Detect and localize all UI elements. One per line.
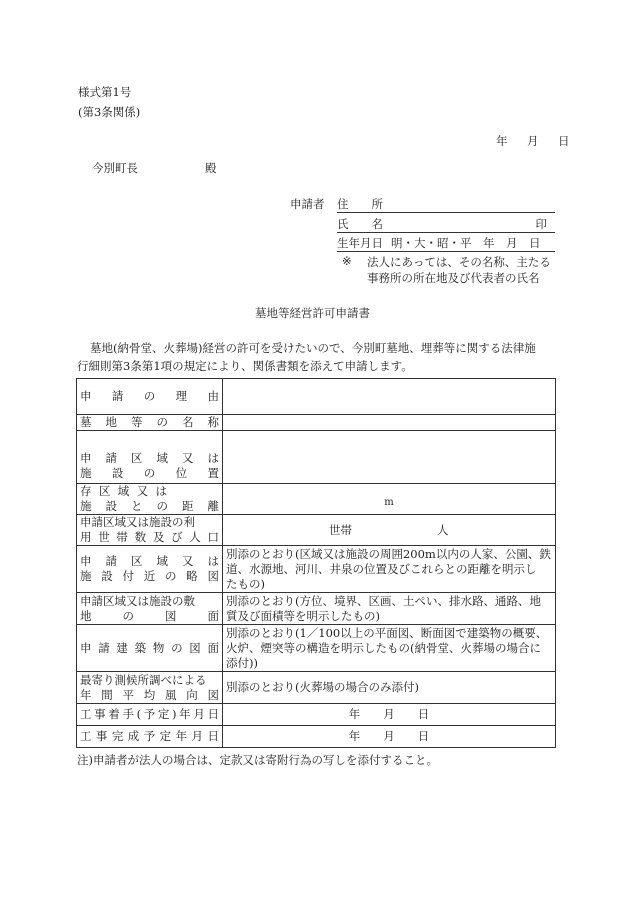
population-label-line2: 用世帯数及び人口 bbox=[80, 530, 219, 544]
vicinity-map-value-line1: 別添のとおり(区域又は施設の周囲200m以内の人家、公園、鉄 bbox=[226, 546, 551, 561]
address-label: 住 所 bbox=[337, 197, 383, 211]
address-field bbox=[337, 196, 555, 213]
site-plan-label-line1: 申請区域又は施設の敷 bbox=[80, 593, 195, 608]
name-label: 氏 名 bbox=[337, 217, 383, 231]
table-row bbox=[77, 515, 556, 546]
corporate-note-mark: ※ bbox=[342, 254, 352, 268]
start-date-value: 年 月 日 bbox=[348, 707, 430, 721]
table-row bbox=[77, 672, 556, 704]
distance-unit: m bbox=[384, 496, 394, 508]
table-row bbox=[77, 484, 556, 515]
location-label-line2: 施設の位置 bbox=[80, 466, 219, 480]
start-date-label: 工事着手(予定)年月日 bbox=[80, 707, 219, 721]
population-label-line1: 申請区域又は施設の利 bbox=[80, 515, 195, 529]
site-plan-label-line2: 地の図面 bbox=[80, 608, 219, 623]
distance-label-line1: 存区域又は bbox=[80, 484, 167, 498]
vicinity-map-label-line1: 申請区域又は bbox=[80, 554, 219, 568]
seal-mark: 印 bbox=[535, 217, 547, 231]
building-plan-value-line1: 別添のとおり(1／100以上の平面図、断面図で建築物の概要、 bbox=[226, 625, 548, 640]
application-table bbox=[76, 378, 556, 748]
form-number: 様式第1号 bbox=[78, 85, 132, 99]
building-plan-label: 申請建築物の図面 bbox=[80, 640, 219, 655]
birthdate-field bbox=[337, 235, 555, 252]
corporate-note-line2: 事務所の所在地及び代表者の氏名 bbox=[367, 271, 540, 285]
site-plan-value-line2: 質及び面積等を明示したもの) bbox=[226, 608, 380, 623]
applicant-label: 申請者 bbox=[290, 197, 325, 211]
table-row bbox=[77, 379, 556, 415]
site-plan-value-line1: 別添のとおり(方位、境界、区画、土ぺい、排水路、通路、地 bbox=[226, 593, 541, 608]
intro-line2: 行細則第3条第1項の規定により、関係書類を添えて申請します。 bbox=[77, 359, 413, 373]
birthdate-label: 生年月日 bbox=[337, 236, 383, 250]
vicinity-map-value-line3: たもの) bbox=[226, 576, 265, 591]
building-plan-value-line3: 添付)) bbox=[226, 655, 258, 670]
location-value bbox=[223, 431, 556, 484]
birthdate-eras: 明・大・昭・平 年 月 日 bbox=[391, 236, 541, 250]
table-row bbox=[77, 704, 556, 726]
document-title: 墓地等経営許可申請書 bbox=[255, 306, 370, 320]
location-label-line1: 申請区域又は bbox=[80, 451, 219, 465]
facility-name-value bbox=[223, 415, 556, 431]
addressee: 今別町長 bbox=[92, 161, 138, 175]
reason-value bbox=[223, 379, 556, 415]
people-unit: 人 bbox=[437, 523, 449, 537]
building-plan-value-line2: 火炉、煙突等の構造を明示したもの(納骨堂、火葬場の場合に bbox=[226, 640, 541, 655]
honorific: 殿 bbox=[205, 161, 217, 175]
facility-name-label: 墓地等の名称 bbox=[80, 415, 219, 429]
wind-chart-label-line2: 年間平均風向図 bbox=[80, 687, 219, 702]
table-row bbox=[77, 431, 556, 484]
name-field bbox=[337, 216, 555, 233]
vicinity-map-value-line2: 道、水源地、河川、井泉の位置及びこれらとの距離を明示し bbox=[226, 561, 537, 576]
corporate-note-line1: 法人にあっては、その名称、主たる bbox=[367, 255, 551, 269]
table-row bbox=[77, 546, 556, 593]
wind-chart-label-line1: 最寄り測候所調べによる bbox=[80, 672, 207, 687]
table-row bbox=[77, 415, 556, 431]
distance-label-line2: 施設との距離 bbox=[80, 499, 219, 513]
reason-label: 申請の理由 bbox=[80, 389, 219, 403]
completion-date-label: 工事完成予定年月日 bbox=[80, 729, 219, 743]
households-unit: 世帯 bbox=[329, 523, 352, 537]
table-row bbox=[77, 726, 556, 748]
vicinity-map-label-line2: 施設付近の略図 bbox=[80, 569, 219, 583]
date-line: 年 月 日 bbox=[496, 134, 574, 148]
completion-date-value: 年 月 日 bbox=[348, 729, 430, 743]
intro-line1: 墓地(納骨堂、火葬場)経営の許可を受けたいので、今別町墓地、埋葬等に関する法律施 bbox=[90, 341, 536, 355]
table-row bbox=[77, 593, 556, 625]
article-reference: (第3条関係) bbox=[78, 105, 141, 119]
wind-chart-value: 別添のとおり(火葬場の場合のみ添付) bbox=[226, 680, 419, 694]
table-row bbox=[77, 625, 556, 672]
footnote: 注)申請者が法人の場合は、定款又は寄附行為の写しを添付すること。 bbox=[77, 753, 438, 767]
